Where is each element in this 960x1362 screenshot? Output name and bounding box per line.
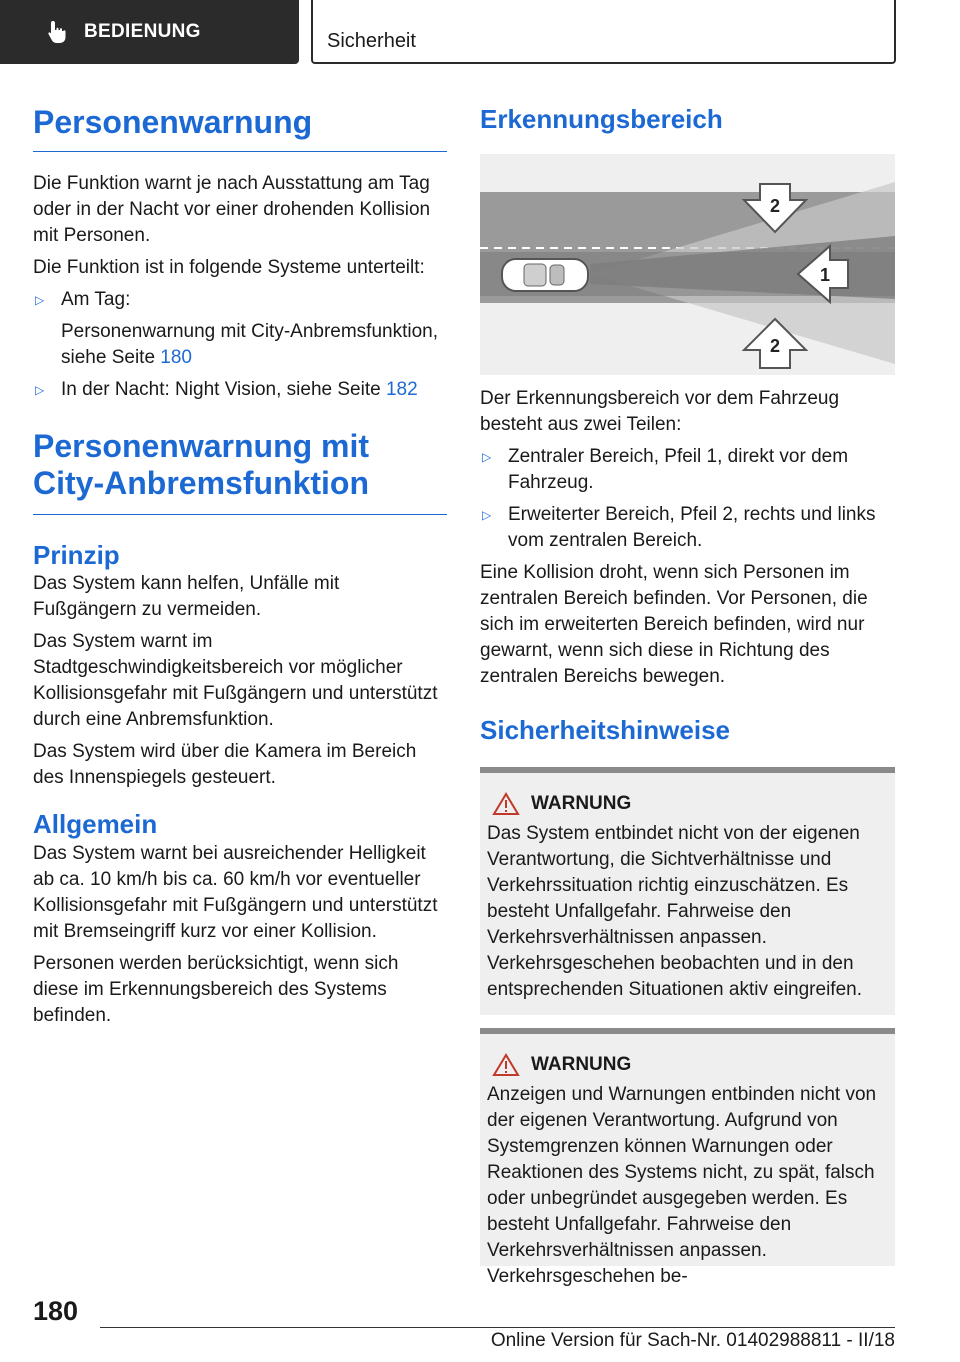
triangle-bullet-icon: ▷	[35, 293, 45, 307]
triangle-bullet-icon: ▷	[482, 508, 492, 522]
warning-title: WARNUNG	[531, 1054, 632, 1075]
list-item-text: Zentraler Bereich, Pfeil 1, direkt vor dem Fahrzeug.	[508, 446, 849, 493]
heading-erkennungsbereich: Erkennungsbereich	[480, 104, 723, 134]
heading-sicherheitshinweise: Sicherheitshinweise	[480, 715, 730, 745]
paragraph: Der Erkennungsbereich vor dem Fahrzeug besteht aus zwei Teilen:	[480, 388, 840, 435]
list-item	[480, 502, 895, 554]
list-item-text: In der Nacht: Night Vision, siehe Seite	[61, 379, 386, 400]
paragraph: Das System warnt im Stadtgeschwindigkeitsbereich vor möglicher Kollisionsgefahr mit Fußgängern und unterstützt durch eine Anbremsfunktion.	[33, 631, 438, 730]
left-column	[33, 100, 447, 1029]
arrow-2-top-label: 2	[769, 196, 781, 216]
heading-personenwarnung: Personenwarnung	[33, 104, 313, 140]
section-label: BEDIENUNG	[84, 21, 201, 42]
paragraph: Die Funktion warnt je nach Ausstattung am Tag oder in der Nacht vor einer drohenden Kollision mit Personen.	[33, 173, 431, 246]
warning-box	[480, 767, 895, 1015]
heading-allgemein: Allgemein	[33, 809, 158, 839]
chapter-tab	[311, 0, 896, 64]
page-link-180[interactable]: 180	[160, 347, 192, 368]
section-tab	[0, 0, 299, 64]
paragraph: Das System warnt bei ausreichender Helligkeit ab ca. 10 km/h bis ca. 60 km/h vor eventueller Kollisionsgefahr mit Fußgängern und unterstützt mit Bremseingriff kurz vor einer Kollision.	[33, 843, 438, 942]
arrow-1-label: 1	[819, 265, 831, 285]
list-item-text: Am Tag:	[61, 289, 131, 310]
warning-text: Anzeigen und Warnungen entbinden nicht von der eigenen Verantwortung. Aufgrund von Systemgrenzen können Warnungen oder Reaktionen des Systems nicht, zu spät, falsch oder unbegründet ausgegeben werden. Es besteht Unfallgefahr. Fahrweise den Verkehrsverhältnissen anpassen. Verkehrsgeschehen be-	[487, 1084, 877, 1287]
paragraph: Die Funktion ist in folgende Systeme unterteilt:	[33, 257, 425, 278]
warning-box	[480, 1028, 895, 1287]
list-item-text: Erweiterter Bereich, Pfeil 2, rechts und links vom zentralen Bereich.	[508, 504, 876, 551]
list-item-text: Personenwarnung mit City-Anbremsfunktion, siehe Seite	[61, 321, 439, 368]
footer-rule	[100, 1327, 895, 1328]
list-item	[33, 287, 447, 371]
arrow-2-bottom-label: 2	[769, 336, 781, 356]
warning-title: WARNUNG	[531, 793, 632, 814]
warning-triangle-icon	[493, 792, 519, 816]
detection-area-diagram	[480, 154, 895, 375]
triangle-bullet-icon: ▷	[482, 450, 492, 464]
paragraph: Das System wird über die Kamera im Bereich des Innenspiegels gesteuert.	[33, 741, 417, 788]
heading-city-anbremsfunktion: Personenwarnung mit City-Anbremsfunktion	[33, 428, 370, 501]
warning-header	[487, 791, 887, 817]
heading-rule	[33, 151, 447, 152]
list-item	[33, 377, 447, 403]
triangle-bullet-icon: ▷	[35, 383, 45, 397]
hand-pointer-icon	[44, 19, 70, 45]
chapter-label: Sicherheit	[327, 30, 416, 52]
page-number: 180	[33, 1296, 79, 1326]
page-link-182[interactable]: 182	[385, 379, 418, 400]
heading-prinzip: Prinzip	[33, 540, 120, 570]
paragraph: Das System kann helfen, Unfälle mit Fußgängern zu vermeiden.	[33, 573, 340, 620]
heading-rule	[33, 514, 447, 515]
right-column	[480, 100, 895, 1287]
detection-diagram-svg	[480, 154, 895, 375]
warning-text: Das System entbindet nicht von der eigenen Verantwortung, die Sichtverhältnisse und Verkehrssituation richtig einzuschätzen. Es besteht Unfallgefahr. Fahrweise den Verkehrsverhältnissen anpassen. Verkehrsgeschehen beobachten und in den entsprechenden Situationen aktiv eingreifen.	[487, 823, 862, 1000]
paragraph: Eine Kollision droht, wenn sich Personen im zentralen Bereich befinden. Vor Personen, die sich im erweiterten Bereich befinden, wird nur gewarnt, wenn sich diese in Richtung des zentralen Bereichs bewegen.	[480, 562, 868, 687]
page-header	[0, 0, 960, 66]
warning-header	[487, 1052, 887, 1078]
paragraph: Personen werden berücksichtigt, wenn sich diese im Erkennungsbereich des Systems befinden.	[33, 953, 399, 1026]
list-item	[480, 444, 895, 496]
warning-triangle-icon	[493, 1053, 519, 1077]
footer-online-version: Online Version für Sach-Nr. 01402988811 - II/18	[490, 1330, 895, 1351]
car-icon	[502, 259, 588, 291]
